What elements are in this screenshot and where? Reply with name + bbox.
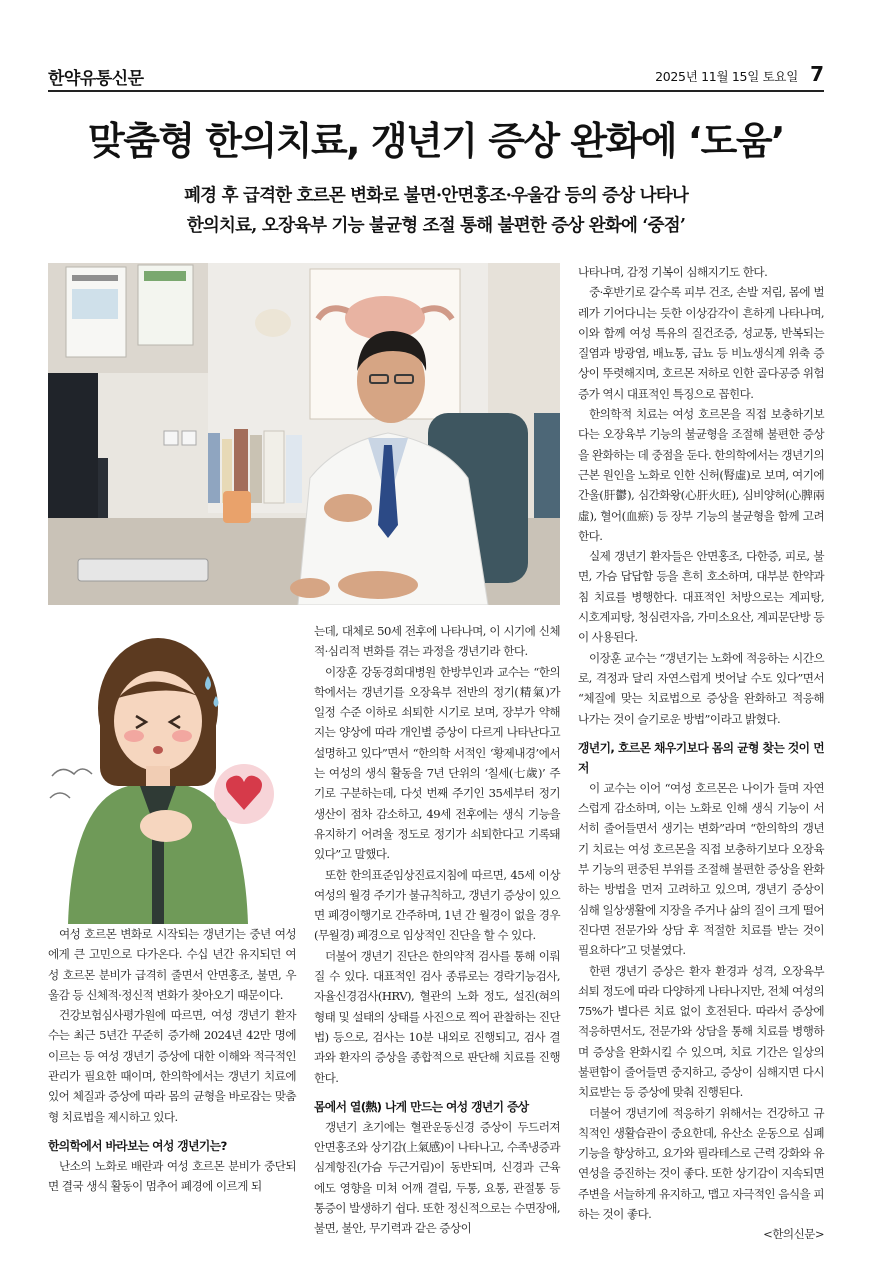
article-column-2: [314, 621, 560, 1239]
paragraph: 한편 갱년기 증상은 환자 환경과 성격, 오장육부 쇠퇴 정도에 따라 다양하게 나타나지만, 전체 여성의 75%가 별다른 치료 없이 호전된다. 따라서 증상에 적응하면서도, 전문가와 상담을 통해 치료를 병행하며 증상을 완화시킬 수 있으며, 치료 기간은 일상의 불편함이 줄어들면 중지하고, 증상이 심해지면 다시 치료받는 등 증상에 맞춰 진행된다.: [578, 963, 824, 1100]
paragraph: 난소의 노화로 배란과 여성 호르몬 분비가 중단되면 결국 생식 활동이 멈추어 폐경에 이르게 되: [48, 1158, 296, 1194]
paragraph: 또한 한의표준임상진료지침에 따르면, 45세 이상 여성의 월경 주기가 불규칙하고, 갱년기 증상이 있으면 폐경이행기로 간주하며, 1년 간 월경이 없을 경우(무월경) 폐경으로 임상적인 진단을 할 수 있다.: [314, 867, 560, 943]
menopause-illustration: [48, 626, 294, 924]
paragraph: 더불어 갱년기 진단은 한의약적 검사를 통해 이뤄질 수 있다. 대표적인 검사 종류로는 경락기능검사, 자율신경검사(HRV), 혈관의 노화 정도, 설진(혀의 형태 및 설태의 상태를 사진으로 찍어 관찰하는 진단법) 등으로, 검사는 10분 내외로 진행되고, 검사 결과와 환자의 증상을 종합적으로 판단해 치료를 진행한다.: [314, 948, 560, 1085]
paragraph: 갱년기 초기에는 혈관운동신경 증상이 두드러져 안면홍조와 상기감(上氣感)이 나타나고, 수족냉증과 심계항진(가슴 두근거림)이 동반되며, 신경과 근육에도 영향을 미쳐 어깨 결림, 두통, 요통, 관절통 등 통증이 발생하기 쉽다. 또한 정신적으로는 수면장애, 불면, 불안, 무기력과 같은 증상이: [314, 1119, 560, 1236]
headline: 맞춤형 한의치료, 갱년기 증상 완화에 ‘도움’: [88, 119, 784, 163]
paragraph: 는데, 대체로 50세 전후에 나타나며, 이 시기에 신체적·심리적 변화를 겪는 과정을 갱년기라 한다.: [314, 624, 560, 659]
section-heading: 한의학에서 바라보는 여성 갱년기는?: [48, 1138, 227, 1153]
page-number: 7: [810, 62, 824, 86]
paragraph: 이장훈 교수는 “갱년기는 노화에 적응하는 시간으로, 격정과 달리 자연스럽게 벗어날 수도 있다”면서 “체질에 맞는 치료법으로 증상을 완화하고 적응해 나가는 것이 슬기로운 방법”이라고 밝혔다.: [578, 650, 824, 726]
doctor-photo: [48, 263, 560, 605]
paragraph: 중·후반기로 갈수록 피부 건조, 손발 저림, 몸에 벌레가 기어다니는 듯한 이상감각이 흔하게 나타나며, 이와 함께 여성 특유의 질건조증, 성교통, 반복되는 질염과 방광염, 배뇨통, 급뇨 등 비뇨생식계 위축 증상이 뚜렷해지며, 호르몬 저하로 인한 골다공증 위험 증가 역시 대표적인 특징으로 꼽힌다.: [578, 285, 824, 401]
paragraph: 이장훈 강동경희대병원 한방부인과 교수는 “한의학에서는 갱년기를 오장육부 전반의 정기(精氣)가 일정 수준 이하로 쇠퇴한 시기로 보며, 장부가 약해지는 양상에 따라 개인별 증상이 다르게 나타난다고 설명하고 있다”면서 “한의학 서적인 ‘황제내경’에서는 여성의 생식 활동을 7년 단위의 ‘칠세(七歲)’ 주기로 구분하는데, 다섯 번째 주기인 35세부터 정기 생산이 점차 감소하고, 49세 전후에는 생식 기능을 유지하기 어려울 정도로 정기가 쇠퇴한다고 기록돼 있다”고 말했다.: [314, 664, 560, 862]
subheadline-1: 폐경 후 급격한 호르몬 변화로 불면·안면홍조·우울감 등의 증상 나타나: [184, 186, 688, 206]
section-heading: 몸에서 열(熱) 나게 만드는 여성 갱년기 증상: [314, 1099, 529, 1114]
masthead: [48, 64, 824, 88]
article-source: <한의신문>: [763, 1227, 824, 1242]
paragraph: 이 교수는 이어 “여성 호르몬은 나이가 들며 자연스럽게 감소하며, 이는 노화로 인해 생식 기능이 서서히 줄어들면서 생기는 변화”라며 “한의학의 갱년기 치료는 여성 호르몬을 직접 보충하기보다 오장육부 기능의 편중된 부위를 조절해 불편한 증상을 완화하는 방법을 먼저 고려하고 있으며, 갱년기 증상이 심해 일상생활에 지장을 주거나 삶의 질이 크게 떨어진다면 전문가와 상담 후 적절한 치료를 받는 것이 필요하다”고 덧붙였다.: [578, 780, 824, 958]
section-heading: 갱년기, 호르몬 채우기보다 몸의 균형 찾는 것이 먼저: [578, 740, 824, 775]
article-column-1: [48, 924, 296, 1197]
article-column-3: [578, 262, 824, 1245]
paragraph: 더불어 갱년기에 적응하기 위해서는 건강하고 규칙적인 생활습관이 중요한데, 유산소 운동으로 심폐 기능을 향상하고, 요가와 필라테스로 근력 강화와 유연성을 증진하는 것이 좋다. 또한 상기감이 지속되면 주변을 서늘하게 유지하고, 맵고 자극적인 음식을 피하는 것이 좋다.: [578, 1105, 824, 1222]
issue-date: 2025년 11월 15일 토요일: [655, 69, 798, 84]
paper-name: 한약유통신문: [48, 69, 144, 89]
paragraph: 나타나며, 감정 기복이 심해지기도 한다.: [578, 265, 768, 279]
masthead-rule: [48, 90, 824, 92]
paragraph: 실제 갱년기 환자들은 안면홍조, 다한증, 피로, 불면, 가슴 답답함 등을 흔히 호소하며, 대부분 한약과 침 치료를 병행한다. 대표적인 처방으로는 계피탕, 시호계피탕, 청심련자음, 가미소요산, 계피문단방 등이 사용된다.: [578, 549, 824, 645]
subheadline-2: 한의치료, 오장육부 기능 불균형 조절 통해 불편한 증상 완화에 ‘중점’: [186, 216, 686, 236]
paragraph: 한의학적 치료는 여성 호르몬을 직접 보충하기보다는 오장육부 기능의 불균형을 조절해 불편한 증상을 완화하는 데 중점을 둔다. 한의학에서는 갱년기의 근본 원인을 노화로 인한 신허(腎虛)로 보며, 여기에 간울(肝鬱), 심간화왕(心肝火旺), 심비양허(心脾兩虛), 혈어(血瘀) 등 장부 기능의 불균형을 함께 고려한다.: [578, 407, 824, 543]
paragraph: 여성 호르몬 변화로 시작되는 갱년기는 중년 여성에게 큰 고민으로 다가온다. 수십 년간 유지되던 여성 호르몬 분비가 급격히 줄면서 안면홍조, 불면, 우울감 등 신체적·정신적 변화가 찾아오기 때문이다.: [48, 927, 296, 1002]
paragraph: 건강보험심사평가원에 따르면, 여성 갱년기 환자 수는 최근 5년간 꾸준히 증가해 2024년 42만 명에 이르는 등 여성 갱년기 증상에 대한 이해와 적극적인 관리가 필요한 때이며, 한의학에서는 갱년기 치료에 있어 체질과 증상에 따라 몸의 균형을 바로잡는 맞춤형 치료법을 제시하고 있다.: [48, 1008, 296, 1124]
